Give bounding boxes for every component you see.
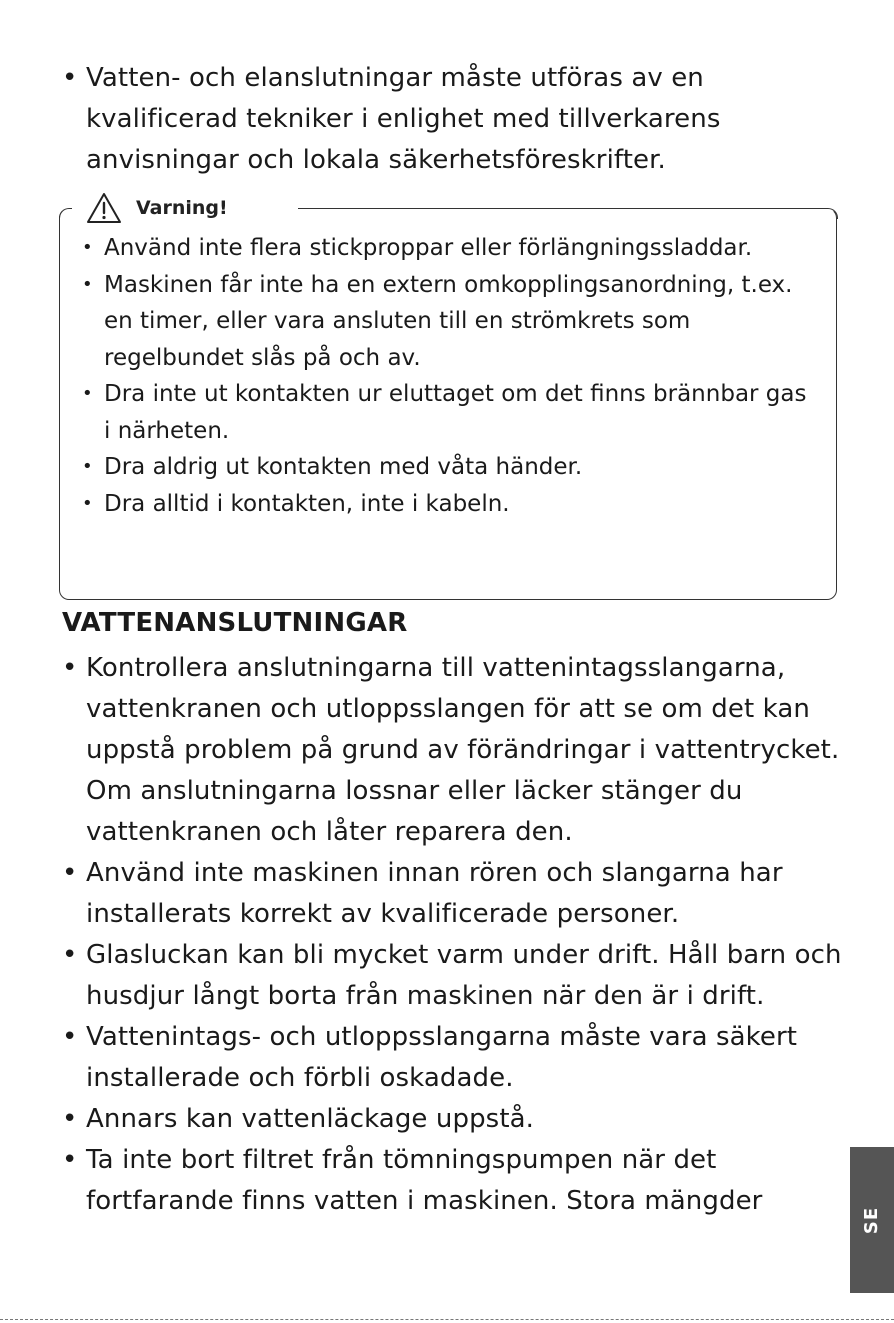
bullet-icon: • <box>62 1104 78 1134</box>
list-item <box>62 935 852 1017</box>
warning-header <box>86 191 228 225</box>
list-item <box>80 449 820 486</box>
list-item-text: Glasluckan kan bli mycket varm under drift. Håll barn och husdjur långt borta från maskinen när den är i drift. <box>86 940 842 1011</box>
warning-title: Varning! <box>136 197 228 219</box>
list-item-text: Dra inte ut kontakten ur eluttaget om det finns brännbar gas i närheten. <box>104 381 807 444</box>
language-tab <box>850 1147 894 1293</box>
bullet-icon: • <box>62 653 78 683</box>
list-item-text: Vatten- och elanslutningar måste utföras av en kvalificerad tekniker i enlighet med tillverkarens anvisningar och lokala säkerhetsföreskrifter. <box>86 63 721 175</box>
page-trim-line <box>0 1319 894 1320</box>
list-item-text: Vattenintags- och utloppsslangarna måste vara säkert installerade och förbli oskadade. <box>86 1022 798 1093</box>
list-item <box>62 1099 852 1140</box>
list-item-text: Ta inte bort filtret från tömningspumpen när det fortfarande finns vatten i maskinen. Stora mängder <box>86 1145 763 1216</box>
bullet-icon: • <box>62 940 78 970</box>
list-item <box>80 376 820 449</box>
intro-list <box>62 58 862 181</box>
warning-triangle-icon <box>86 192 122 224</box>
bullet-icon: • <box>62 1145 78 1175</box>
list-item-text: Annars kan vattenläckage uppstå. <box>86 1104 535 1134</box>
bullet-icon: • <box>62 858 78 888</box>
bullet-icon: • <box>82 273 93 295</box>
language-tab-label: SE <box>861 1206 883 1234</box>
bullet-icon: • <box>82 237 93 258</box>
bullet-icon: • <box>62 1022 78 1052</box>
list-item-text: Dra aldrig ut kontakten med våta händer. <box>104 454 583 480</box>
list-item <box>80 486 820 523</box>
list-item <box>62 853 852 935</box>
list-item-text: Kontrollera anslutningarna till vattenintagsslangarna, vattenkranen och utloppsslangen för att se om det kan uppstå problem på grund av förändringar i vattentrycket. Om anslutningarna lossnar eller läcker stänger du vattenkranen och låter reparera den. <box>86 653 840 847</box>
list-item <box>62 648 852 853</box>
bullet-icon: • <box>82 383 93 404</box>
bullet-icon: • <box>82 456 93 477</box>
bullet-icon: • <box>82 492 93 514</box>
bullet-icon: • <box>62 63 78 93</box>
water-list <box>62 648 852 1222</box>
list-item-text: Använd inte flera stickproppar eller förlängningssladdar. <box>104 235 753 261</box>
list-item-text: Dra alltid i kontakten, inte i kabeln. <box>104 490 510 517</box>
warning-list <box>80 230 820 522</box>
list-item-text: Använd inte maskinen innan rören och slangarna har installerats korrekt av kvalificerade personer. <box>86 858 783 929</box>
list-item <box>80 267 820 377</box>
list-item <box>62 1140 852 1222</box>
list-item <box>62 1017 852 1099</box>
section-heading: VATTENANSLUTNINGAR <box>62 608 408 638</box>
list-item <box>62 58 862 181</box>
list-item-text: Maskinen får inte ha en extern omkopplingsanordning, t.ex. en timer, eller vara ansluten till en strömkrets som regelbundet slås på och av. <box>104 271 793 371</box>
list-item <box>80 230 820 267</box>
